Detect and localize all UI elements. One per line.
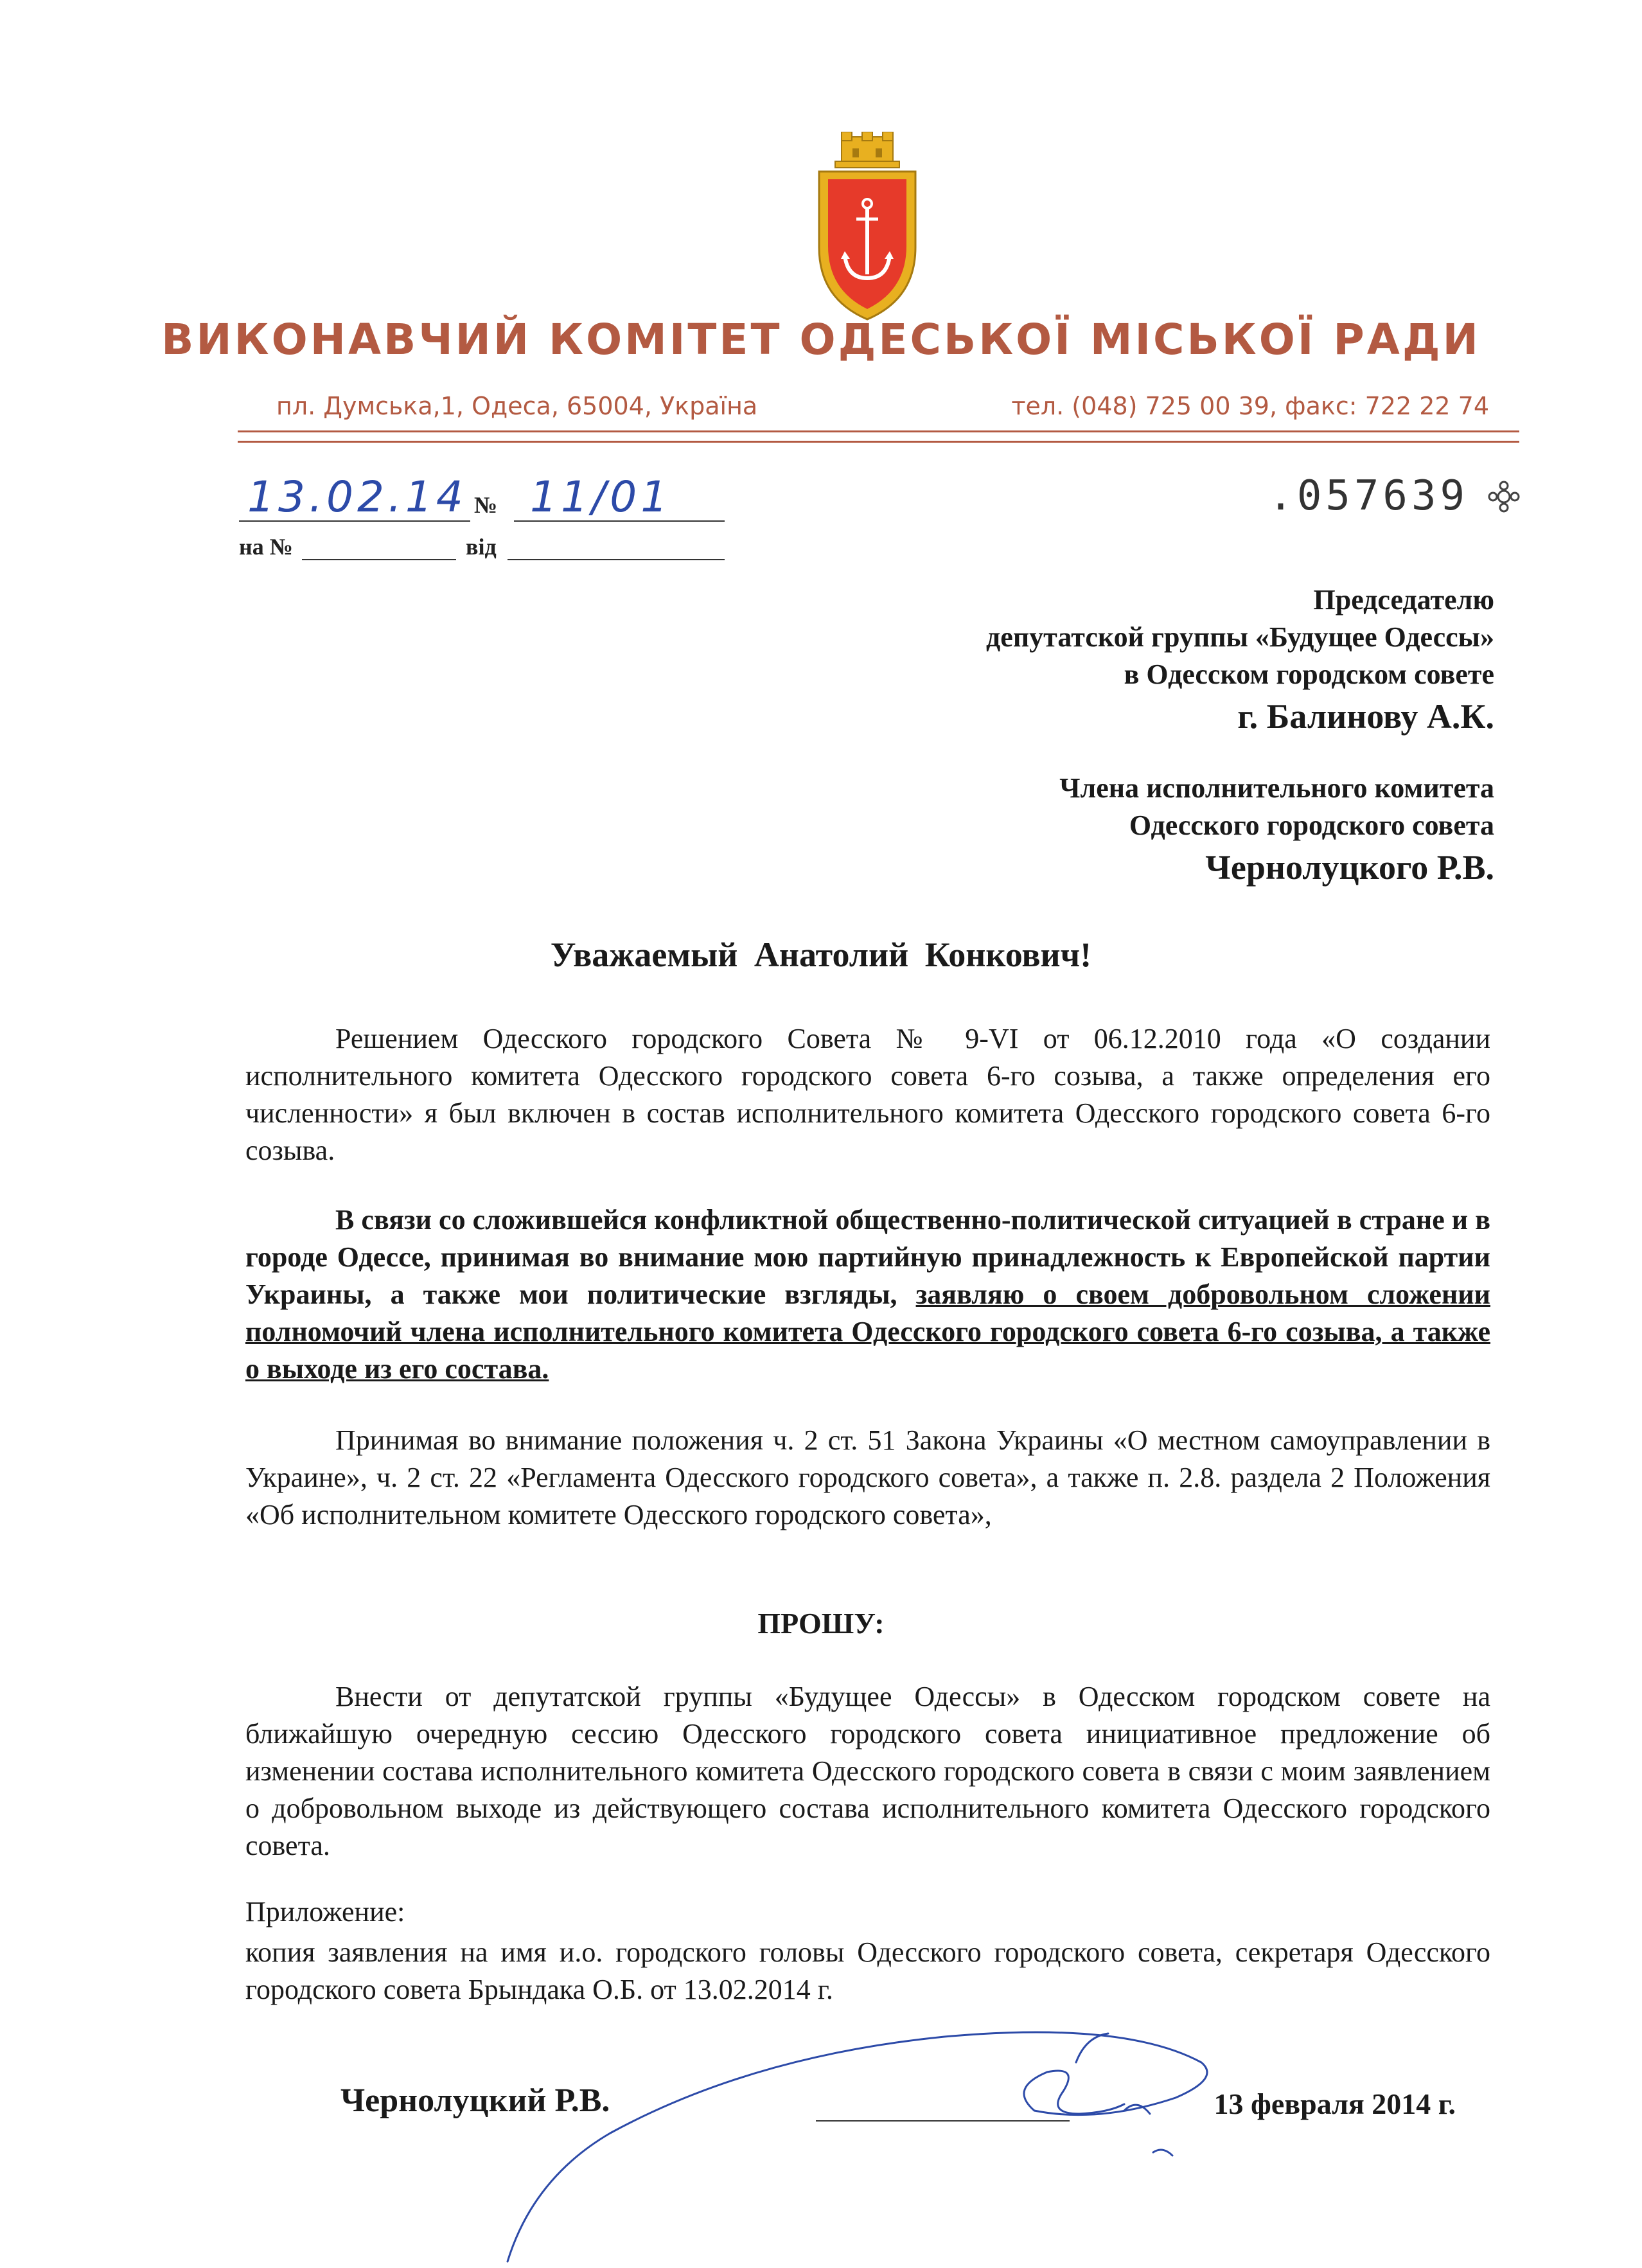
organization-phone: тел. (048) 725 00 39, факс: 722 22 74 <box>1011 392 1489 420</box>
number-label: № <box>474 492 498 518</box>
paragraph-text: В связи со сложившейся конфликтной общественно-политической ситуацией в стране и в городе Одессе, принимая во внимание мою партийную принадлежность к Европейской партии Украины, а также мои политические взгляды, <box>245 1204 1490 1310</box>
statement-paragraph <box>245 1201 1490 1388</box>
signature-line <box>816 2120 1070 2122</box>
attachment-text: копия заявления на имя и.о. городского головы Одесского городского совета, секретаря Одесского городского совета Брындака О.Б. от 13.02.2014 г. <box>245 1936 1490 2005</box>
handwritten-number: 11/01 <box>530 472 672 522</box>
addressee-name: г. Балинову А.К. <box>1237 697 1494 736</box>
sender-line: Одесского городского совета <box>1129 810 1494 841</box>
handwritten-date: 13.02.14 <box>247 472 467 522</box>
signatory-name: Чернолуцкий Р.В. <box>340 2082 610 2119</box>
reference-label: на № <box>239 534 293 560</box>
paragraph-text: Внести от депутатской группы «Будущее Одессы» в Одесском городском совете на ближайшую очередную сессию Одесского городского совета инициативное предложение об изменении состава исполнительного комитета Одесского городского совета в связи с моим заявлением о добровольном выходе из действующего состава исполнительного комитета Одесского городского совета. <box>245 1681 1490 1861</box>
odessa-coat-of-arms-icon <box>813 132 922 324</box>
signature-date: 13 февраля 2014 г. <box>1214 2087 1456 2120</box>
organization-title: ВИКОНАВЧИЙ КОМІТЕТ ОДЕСЬКОЇ МІСЬКОЇ РАДИ <box>161 315 1481 364</box>
paragraph-text: Решением Одесского городского Совета № 9-VI от 06.12.2010 года «О создании исполнительного комитета Одесского городского совета 6-го созыва, а также определения его численности» я был включен в состав исполнительного комитета Одесского городского совета 6-го созыва. <box>245 1023 1490 1166</box>
letterhead-rule <box>238 441 1519 443</box>
addressee-line: в Одесском городском совете <box>1124 659 1494 690</box>
organization-address: пл. Думська,1, Одеса, 65004, Україна <box>276 392 758 420</box>
rosette-icon <box>1488 481 1520 513</box>
from-line <box>508 559 725 560</box>
body-paragraph <box>245 1678 1490 1865</box>
reference-line <box>302 559 456 560</box>
sender-line: Члена исполнительного комитета <box>1059 772 1494 804</box>
letterhead-rule <box>238 430 1519 432</box>
salutation: Уважаемый Анатолий Конкович! <box>550 935 1092 974</box>
attachment-heading: Приложение: <box>245 1896 405 1927</box>
request-heading: ПРОШУ: <box>757 1607 885 1640</box>
sender-block <box>1059 770 1494 890</box>
body-paragraph <box>245 1422 1490 1534</box>
addressee-block <box>986 581 1494 740</box>
paragraph-text: Принимая во внимание положения ч. 2 ст. 51 Закона Украины «О местном самоуправлении в Украине», ч. 2 ст. 22 «Регламента Одесского городского совета», а также п. 2.8. раздела 2 Положения «Об исполнительном комитете Одесского городского совета», <box>245 1424 1490 1530</box>
serial-number: .057639 <box>1268 472 1469 520</box>
sender-name: Чернолуцкого Р.В. <box>1205 848 1494 887</box>
addressee-line: Председателю <box>1313 584 1494 616</box>
addressee-line: депутатской группы «Будущее Одессы» <box>986 621 1494 653</box>
resignation-statement: заявляю о своем добровольном сложении полномочий члена исполнительного комитета Одесского городского совета 6-го созыва, а также о выходе из его состава. <box>245 1279 1490 1385</box>
body-paragraph <box>245 1020 1490 1169</box>
from-label: від <box>466 534 497 560</box>
